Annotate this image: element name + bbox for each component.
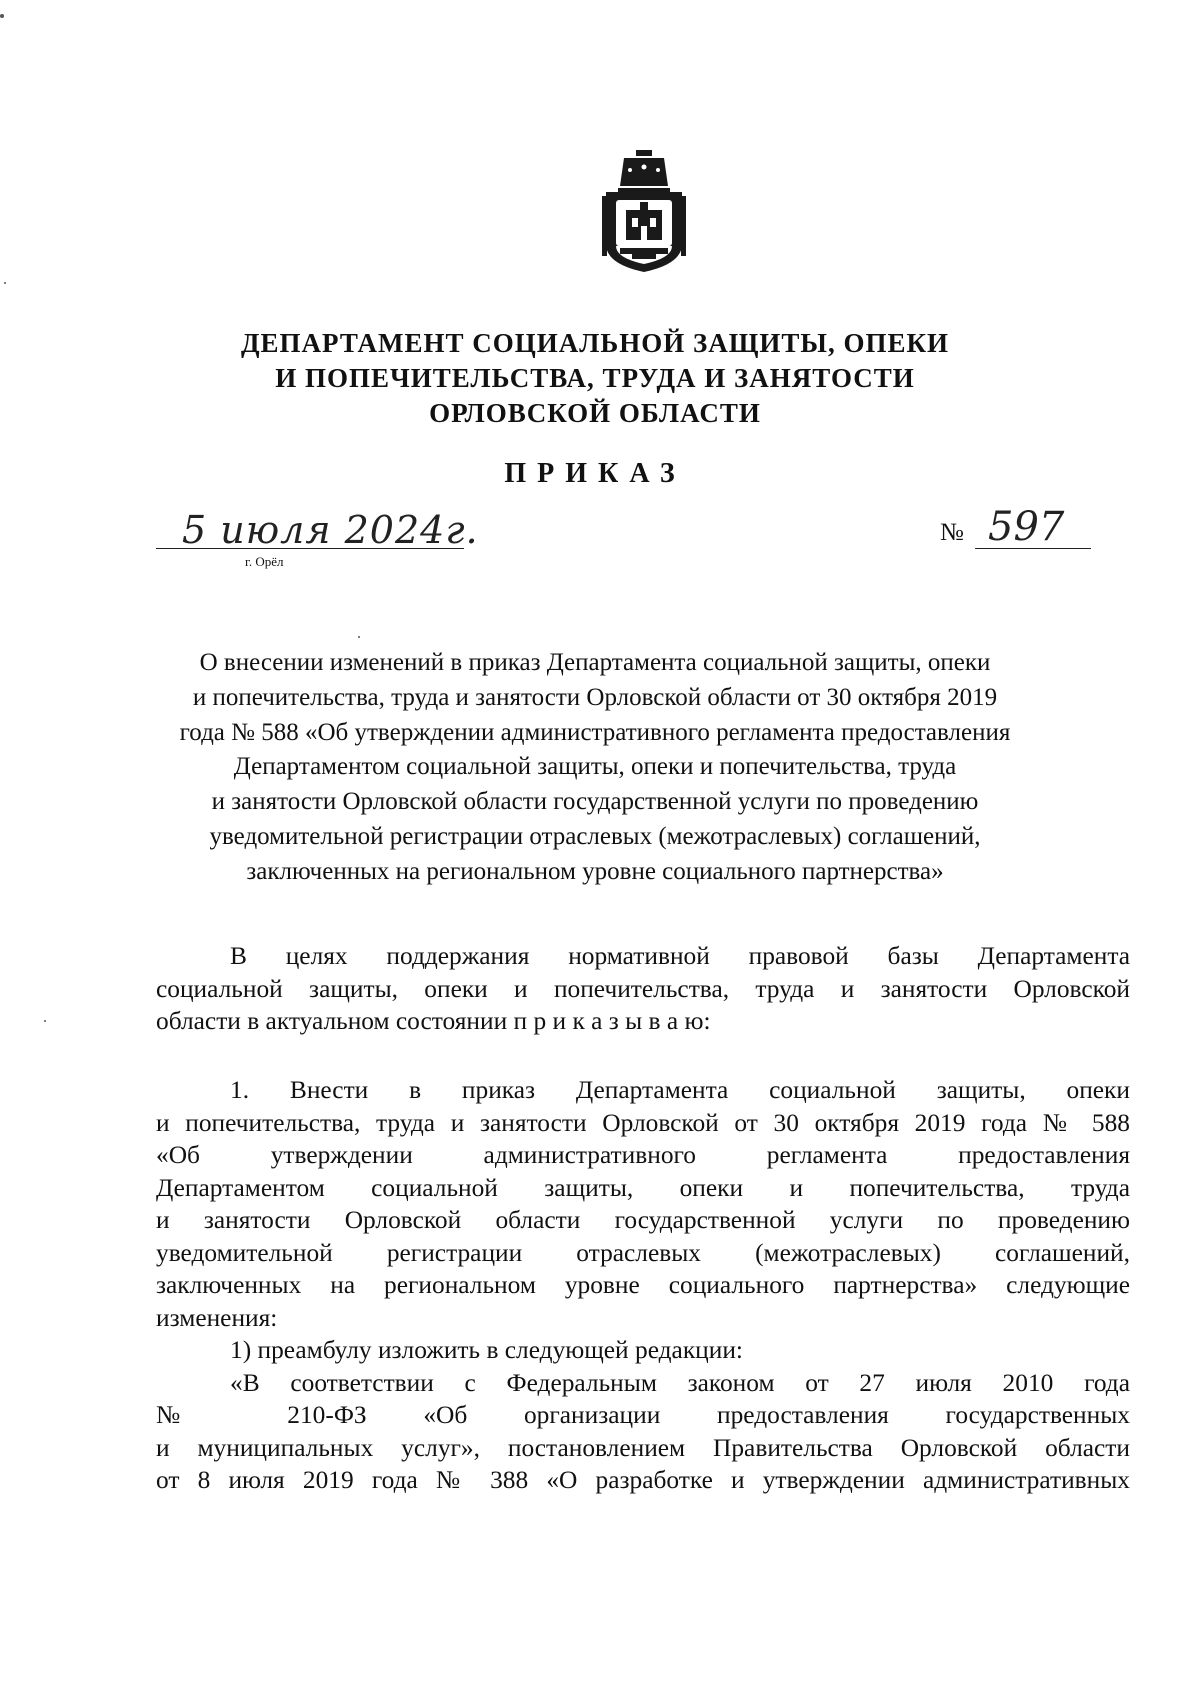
coat-of-arms-icon xyxy=(602,150,686,274)
subject-line: и попечительства, труда и занятости Орловской области от 30 октября 2019 xyxy=(192,683,998,711)
department-title-line: ДЕПАРТАМЕНТ СОЦИАЛЬНОЙ ЗАЩИТЫ, ОПЕКИ xyxy=(240,328,950,358)
item-1-line: изменения: xyxy=(156,1303,278,1332)
scan-speck xyxy=(4,282,6,284)
department-title xyxy=(150,326,1040,431)
item-1-line: заключенных на региональном уровне социального партнерства» следующие xyxy=(156,1271,1130,1299)
quote-line: № 210-ФЗ «Об организации предоставления государственных xyxy=(156,1401,1130,1429)
number-underline xyxy=(975,548,1091,549)
department-title-line: И ПОПЕЧИТЕЛЬСТВА, ТРУДА И ЗАНЯТОСТИ xyxy=(275,363,915,393)
preamble-line: социальной защиты, опеки и попечительства, труда и занятости Орловской xyxy=(156,974,1130,1003)
scan-speck xyxy=(358,636,360,638)
preamble-line: области в актуальном состоянии п р и к а з ы в а ю: xyxy=(156,1007,711,1035)
item-1-line: 1. Внести в приказ Департамента социальной защиты, опеки xyxy=(230,1076,1130,1104)
item-1-line: уведомительной регистрации отраслевых (межотраслевых) соглашений, xyxy=(156,1238,1130,1267)
scan-speck xyxy=(0,14,4,18)
quote-line: «В соответствии с Федеральным законом от 27 июля 2010 года xyxy=(230,1368,1130,1397)
date-underline xyxy=(156,548,464,549)
preamble-paragraph xyxy=(156,940,1130,1038)
scan-speck xyxy=(44,1020,46,1022)
subject-line: О внесении изменений в приказ Департамента социальной защиты, опеки xyxy=(199,649,991,676)
subject-line: заключенных на региональном уровне социального партнерства» xyxy=(246,857,944,885)
quote-line: от 8 июля 2019 года № 388 «О разработке и утверждении административных xyxy=(156,1466,1130,1494)
subject-line: уведомительной регистрации отраслевых (межотраслевых) соглашений, xyxy=(209,822,981,850)
order-subject xyxy=(150,646,1040,890)
quote-line: и муниципальных услуг», постановлением Правительства Орловской области xyxy=(156,1433,1130,1462)
subitem-1-line: 1) преамбулу изложить в следующей редакции: xyxy=(230,1336,743,1364)
number-sign: № xyxy=(940,519,964,546)
item-1-line: Департаментом социальной защиты, опеки и попечительства, труда xyxy=(156,1173,1130,1202)
order-number-handwritten: 597 xyxy=(988,504,1065,550)
department-title-line: ОРЛОВСКОЙ ОБЛАСТИ xyxy=(429,398,761,428)
subject-line: Департаментом социальной защиты, опеки и попечительства, труда xyxy=(233,753,957,781)
issue-city: г. Орёл xyxy=(245,554,284,569)
item-1-paragraph xyxy=(156,1074,1130,1497)
item-1-line: «Об утверждении административного регламента предоставления xyxy=(156,1141,1130,1169)
item-1-line: и попечительства, труда и занятости Орловской от 30 октября 2019 года № 588 xyxy=(156,1108,1130,1137)
order-date-handwritten: 5 июля 2024г. xyxy=(182,508,479,552)
subject-line: года № 588 «Об утверждении административного регламента предоставления xyxy=(179,718,1011,746)
subject-line: и занятости Орловской области государственной услуги по проведению xyxy=(211,788,979,816)
item-1-line: и занятости Орловской области государственной услуги по проведению xyxy=(156,1206,1130,1234)
preamble-line: В целях поддержания нормативной правовой базы Департамента xyxy=(230,942,1130,970)
order-heading: ПРИКАЗ xyxy=(504,458,686,489)
